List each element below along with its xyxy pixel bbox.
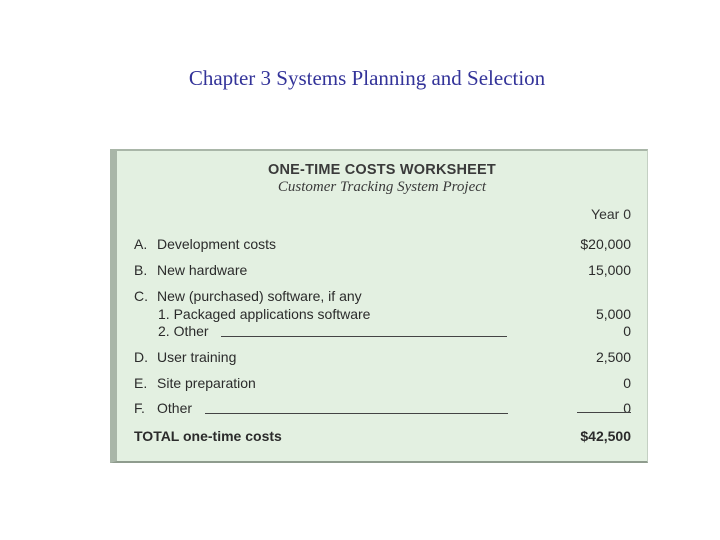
sum-rule [577,412,631,413]
slide-title: Chapter 3 Systems Planning and Selection [188,66,546,90]
one-time-costs-worksheet [110,149,648,463]
line-label: New (purchased) software, if any [157,288,362,304]
line-letter: E. [134,375,148,391]
line-label: Other [157,400,193,416]
line-amount: $20,000 [580,236,631,252]
total-line [117,427,647,445]
line-letter: C. [134,288,148,304]
worksheet-title: ONE-TIME COSTS WORKSHEET [268,162,496,178]
line-letter: D. [134,349,148,365]
line-label: User training [157,349,237,365]
year-column-header: Year 0 [591,206,631,222]
line-letter: F. [134,400,145,416]
cost-line-development [117,235,647,253]
line-label: 1. Packaged applications software [158,306,371,322]
line-amount: 0 [623,400,631,416]
cost-line-training [117,348,647,366]
line-amount: 15,000 [588,262,631,278]
fill-in-rule [205,413,508,414]
worksheet-header [117,162,647,196]
cost-line-other-software [117,322,647,340]
cost-line-other [117,399,647,417]
cost-line-packaged-software [117,305,647,323]
line-amount: 0 [623,375,631,391]
line-letter: A. [134,236,148,252]
line-amount: 2,500 [595,349,631,365]
cost-line-software [117,287,647,305]
fill-in-rule [221,336,507,337]
cost-line-hardware [117,261,647,279]
total-amount: $42,500 [580,428,631,444]
line-amount: 0 [623,323,631,339]
cost-line-site-preparation [117,374,647,392]
line-label: 2. Other [158,323,209,339]
line-amount: 5,000 [595,306,631,322]
total-label: TOTAL one-time costs [134,428,282,444]
worksheet-subtitle: Customer Tracking System Project [277,178,487,195]
line-label: New hardware [157,262,248,278]
line-label: Development costs [157,236,277,252]
line-label: Site preparation [157,375,256,391]
line-letter: B. [134,262,148,278]
